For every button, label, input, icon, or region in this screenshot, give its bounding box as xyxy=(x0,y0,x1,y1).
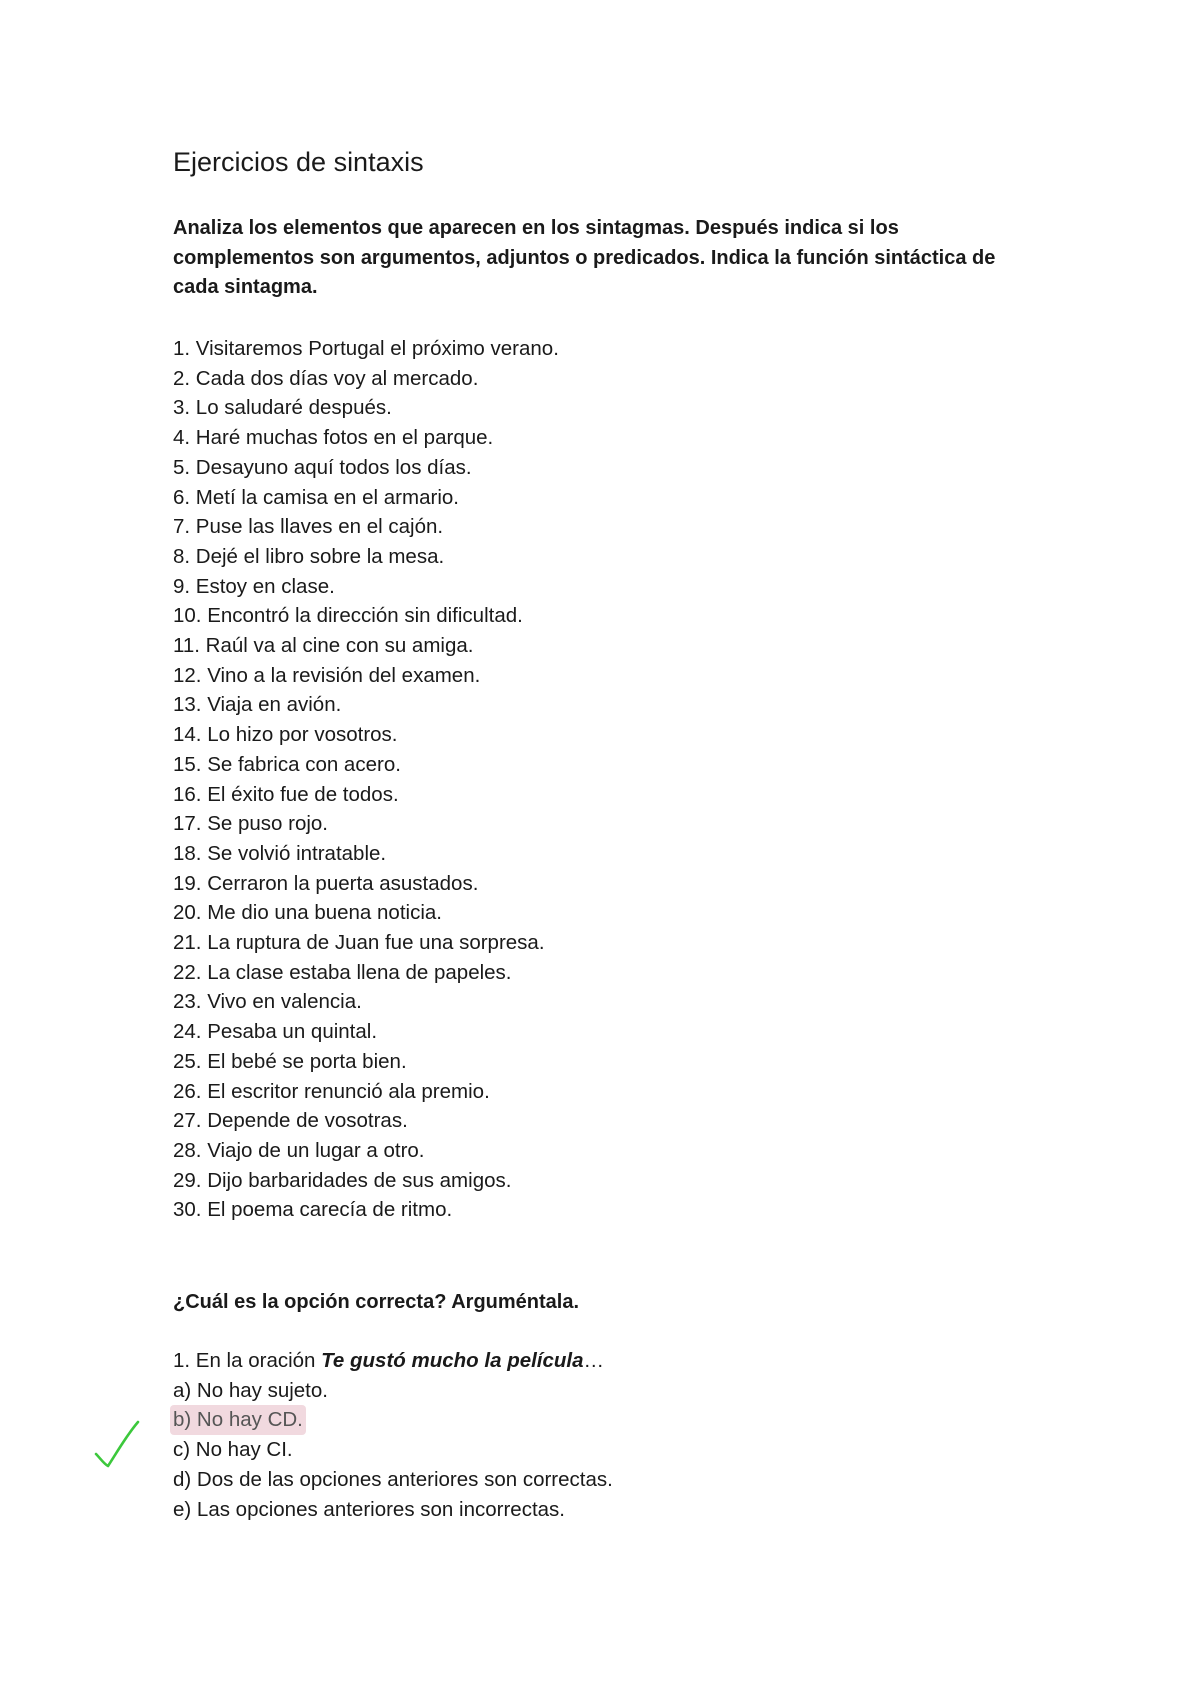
list-item: 28. Viajo de un lugar a otro. xyxy=(173,1138,425,1162)
option-c: c) No hay CI. xyxy=(173,1438,293,1462)
list-item: 16. El éxito fue de todos. xyxy=(173,782,399,806)
list-item: 4. Haré muchas fotos en el parque. xyxy=(173,426,494,450)
question-sentence: Te gustó mucho la película xyxy=(321,1349,584,1372)
page-title: Ejercicios de sintaxis xyxy=(173,147,424,177)
list-item: 24. Pesaba un quintal. xyxy=(173,1020,378,1044)
list-item: 12. Vino a la revisión del examen. xyxy=(173,663,481,687)
question-stem xyxy=(173,1346,613,1376)
list-item: 8. Dejé el libro sobre la mesa. xyxy=(173,544,445,568)
list-item: 3. Lo saludaré después. xyxy=(173,396,392,420)
list-item: 5. Desayuno aquí todos los días. xyxy=(173,455,472,479)
list-item: 14. Lo hizo por vosotros. xyxy=(173,723,398,747)
list-item: 29. Dijo barbaridades de sus amigos. xyxy=(173,1168,512,1192)
highlighted-answer: b) No hay CD. xyxy=(170,1405,306,1435)
list-item: 26. El escritor renunció ala premio. xyxy=(173,1079,490,1103)
checkmark-icon xyxy=(92,1418,144,1470)
list-item: 9. Estoy en clase. xyxy=(173,574,335,598)
list-item: 23. Vivo en valencia. xyxy=(173,990,362,1014)
option-d: d) Dos de las opciones anteriores son correctas. xyxy=(173,1467,613,1491)
list-item: 11. Raúl va al cine con su amiga. xyxy=(173,634,474,658)
list-item: 20. Me dio una buena noticia. xyxy=(173,901,442,925)
list-item: 15. Se fabrica con acero. xyxy=(173,752,401,776)
list-item: 6. Metí la camisa en el armario. xyxy=(173,485,459,509)
answer-options xyxy=(173,1376,613,1525)
list-item: 25. El bebé se porta bien. xyxy=(173,1049,407,1073)
question-heading: ¿Cuál es la opción correcta? Arguméntala. xyxy=(173,1291,580,1313)
list-item: 30. El poema carecía de ritmo. xyxy=(173,1198,453,1222)
option-e: e) Las opciones anteriores son incorrectas. xyxy=(173,1497,565,1521)
list-item: 2. Cada dos días voy al mercado. xyxy=(173,366,479,390)
list-item: 10. Encontró la dirección sin dificultad. xyxy=(173,604,523,628)
option-b xyxy=(173,1405,613,1435)
list-item: 1. Visitaremos Portugal el próximo verano. xyxy=(173,337,559,360)
sentence-list xyxy=(173,334,559,1225)
question-block xyxy=(173,1346,613,1524)
list-item: 13. Viaja en avión. xyxy=(173,693,342,717)
list-item: 22. La clase estaba llena de papeles. xyxy=(173,960,512,984)
list-item: 19. Cerraron la puerta asustados. xyxy=(173,871,479,895)
list-item: 7. Puse las llaves en el cajón. xyxy=(173,515,444,539)
question-prefix: 1. En la oración xyxy=(173,1349,322,1372)
question-suffix: … xyxy=(583,1349,605,1372)
option-a: a) No hay sujeto. xyxy=(173,1378,328,1402)
list-item: 27. Depende de vosotras. xyxy=(173,1109,408,1133)
list-item: 18. Se volvió intratable. xyxy=(173,841,387,865)
list-item: 21. La ruptura de Juan fue una sorpresa. xyxy=(173,931,545,955)
list-item: 17. Se puso rojo. xyxy=(173,812,328,836)
instructions: Analiza los elementos que aparecen en los sintagmas. Después indica si los complementos son argumentos, adjuntos o predicados. Indica la función sintáctica de cada sintagma. xyxy=(173,217,996,298)
